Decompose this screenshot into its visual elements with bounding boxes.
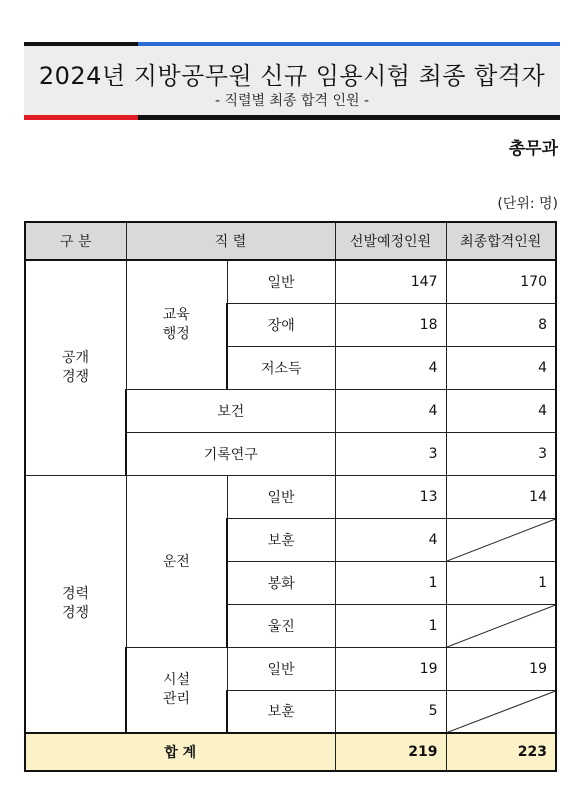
final-cell: 1 [446,561,556,604]
final-cell: 170 [446,260,556,303]
planned-cell: 4 [335,389,446,432]
empty-diagonal-cell [446,604,556,647]
final-cell: 8 [446,303,556,346]
series-cell: 보건 [126,389,335,432]
col-header-final: 최종합격인원 [446,222,556,260]
department-label: 총무과 [508,139,558,159]
series-cell: 일반 [227,260,335,303]
planned-cell: 18 [335,303,446,346]
group-career-competition: 경력 경쟁 [25,475,126,733]
planned-cell: 13 [335,475,446,518]
empty-diagonal-cell [446,518,556,561]
results-table [24,221,557,772]
final-cell: 4 [446,346,556,389]
series-cell: 일반 [227,647,335,690]
series-cell: 저소득 [227,346,335,389]
total-final: 223 [446,733,556,771]
page-subtitle: - 직렬별 최종 합격 인원 - [214,93,370,109]
series-cell: 기록연구 [126,432,335,475]
group-open-competition: 공개 경쟁 [25,260,126,475]
total-planned: 219 [335,733,446,771]
subgroup-driving: 운전 [126,475,227,647]
col-header-planned: 선발예정인원 [335,222,446,260]
unit-label: (단위: 명) [497,196,558,212]
title-banner [24,42,560,120]
series-cell: 장애 [227,303,335,346]
col-header-series: 직 렬 [126,222,335,260]
final-cell: 4 [446,389,556,432]
table-row [25,260,556,303]
planned-cell: 147 [335,260,446,303]
subgroup-edu-admin: 교육 행정 [126,260,227,389]
table-row [25,475,556,518]
top-accent-bar [24,42,560,46]
series-cell: 보훈 [227,690,335,733]
planned-cell: 4 [335,518,446,561]
total-row [25,733,556,771]
series-cell: 일반 [227,475,335,518]
empty-diagonal-cell [446,690,556,733]
final-cell: 14 [446,475,556,518]
planned-cell: 19 [335,647,446,690]
planned-cell: 4 [335,346,446,389]
planned-cell: 1 [335,561,446,604]
col-header-category: 구 분 [25,222,126,260]
series-cell: 봉화 [227,561,335,604]
series-cell: 울진 [227,604,335,647]
total-label: 합 계 [25,733,335,771]
table-header-row [25,222,556,260]
final-cell: 19 [446,647,556,690]
planned-cell: 1 [335,604,446,647]
planned-cell: 5 [335,690,446,733]
subgroup-facility: 시설 관리 [126,647,227,733]
planned-cell: 3 [335,432,446,475]
page-title: 2024년 지방공무원 신규 임용시험 최종 합격자 [38,62,546,90]
final-cell: 3 [446,432,556,475]
series-cell: 보훈 [227,518,335,561]
bottom-accent-bar [24,115,560,120]
